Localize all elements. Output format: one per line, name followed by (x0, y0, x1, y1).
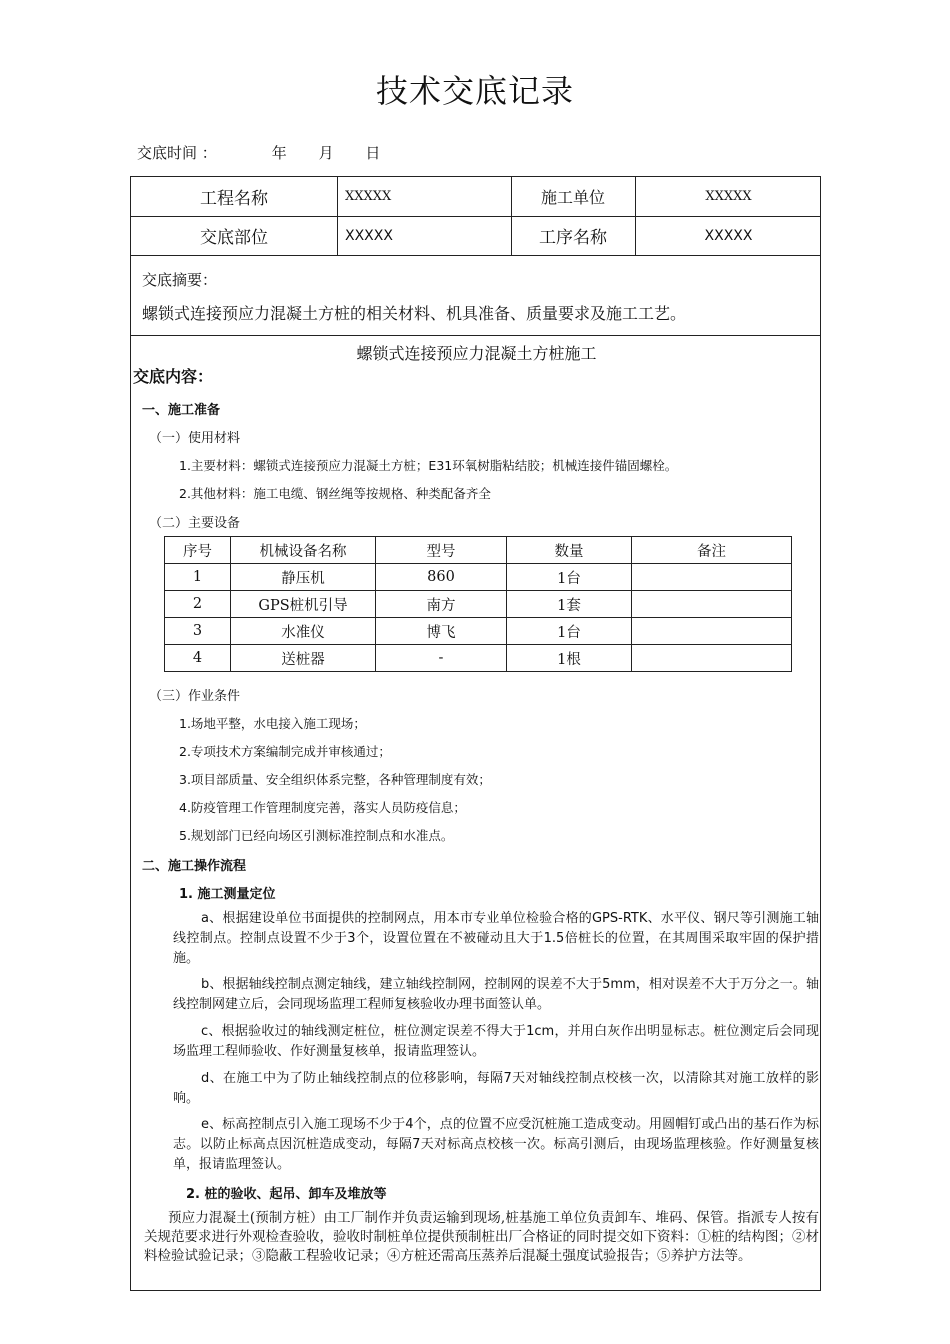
handover-part-value: XXXXX (345, 227, 393, 244)
table-cell (632, 645, 792, 672)
summary-label: 交底摘要： (142, 271, 218, 289)
table-header-cell: 备注 (632, 537, 792, 564)
table-cell: 南方 (376, 591, 507, 618)
table-cell: 1套 (507, 591, 632, 618)
subsection-1-heading: 1. 施工测量定位 (179, 887, 276, 902)
table-cell: 1台 (507, 564, 632, 591)
process-name-value: XXXXX (704, 227, 753, 244)
project-name-value: XXXXX (345, 189, 392, 204)
materials-heading: （一）使用材料 (149, 431, 241, 446)
condition-item-2: 2.专项技术方案编制完成并审核通过； (179, 744, 391, 759)
table-header-cell: 机械设备名称 (231, 537, 376, 564)
table-cell: GPS桩机引导 (231, 591, 376, 618)
paragraph-e: e、标高控制点引入施工现场不少于4个，点的位置不应受沉桩施工造成变动。用圆帽钉或凸出的基石作为标志。以防止标高点因沉桩造成变动，每隔7天对标高点校核一次。标高引测后，由现场监理核验。作好测量复核单，报请监理签认。 (173, 1117, 819, 1172)
table-header-cell: 数量 (507, 537, 632, 564)
paragraph-b: b、根据轴线控制点测定轴线，建立轴线控制网，控制网的误差不大于5mm，相对误差不大于万分之一。轴线控制网建立后，会同现场监理工程师复核验收办理书面签认单。 (173, 977, 819, 1012)
paragraph-a: a、根据建设单位书面提供的控制网点，用本市专业单位检验合格的GPS-RTK、水平仪、钢尺等引测施工轴线控制点。控制点设置不少于3个，设置位置在不被碰动且大于1.5倍桩长的位置，在其周围采取牢固的保护措施。 (173, 911, 819, 966)
table-cell: 2 (165, 591, 231, 618)
summary-text: 螺锁式连接预应力混凝土方桩的相关材料、机具准备、质量要求及施工工艺。 (142, 304, 687, 323)
condition-item-4: 4.防疫管理工作管理制度完善，落实人员防疫信息； (179, 800, 466, 815)
process-name-label: 工序名称 (539, 228, 607, 248)
row-divider (131, 255, 820, 256)
date-month: 月 (318, 144, 334, 162)
table-row (165, 618, 792, 645)
paragraph-c: c、根据验收过的轴线测定桩位，桩位测定误差不得大于1cm，并用白灰作出明显标志。桩位测定后会同现场监理工程师验收、作好测量复核单，报请监理签认。 (173, 1024, 819, 1059)
table-row (165, 645, 792, 672)
materials-item-1: 1.主要材料：螺锁式连接预应力混凝土方桩；E31环氧树脂粘结胶；机械连接件锚固螺栓。 (179, 458, 678, 473)
table-cell: 静压机 (231, 564, 376, 591)
table-cell (632, 564, 792, 591)
table-cell: 水准仪 (231, 618, 376, 645)
table-cell: 1台 (507, 618, 632, 645)
table-cell: 1根 (507, 645, 632, 672)
paragraph-d: d、在施工中为了防止轴线控制点的位移影响，每隔7天对轴线控制点校核一次，以清除其对施工放样的影响。 (173, 1071, 819, 1106)
table-cell: 860 (376, 564, 507, 591)
date-day: 日 (365, 144, 381, 162)
record-form (130, 176, 821, 1291)
page-title: 技术交底记录 (375, 72, 574, 110)
table-cell (632, 591, 792, 618)
condition-item-3: 3.项目部质量、安全组织体系完整，各种管理制度有效； (179, 772, 491, 787)
subsection-2-heading: 2. 桩的验收、起吊、卸车及堆放等 (186, 1187, 387, 1202)
condition-item-5: 5.规划部门已经向场区引测标准控制点和水准点。 (179, 828, 454, 843)
date-label: 交底时间 ： (137, 144, 217, 162)
table-cell: 4 (165, 645, 231, 672)
paragraph-f: 预应力混凝土(预制方桩）由工厂制作并负责运输到现场,桩基施工单位负责卸车、堆码、保管。指派专人按有关规范要求进行外观检查验收，验收时制桩单位提供预制桩出厂合格证的同时提交如下资料：①桩的结构图；②材料检验试验记录；③隐蔽工程验收记录；④方桩还需高压蒸养后混凝土强度试验报告；⑤养护方法等。 (144, 1210, 819, 1264)
table-cell: 1 (165, 564, 231, 591)
project-name-label: 工程名称 (200, 189, 268, 209)
equipment-table (164, 536, 792, 672)
equipment-heading: （二）主要设备 (149, 516, 241, 531)
table-row (165, 591, 792, 618)
table-header-row (165, 537, 792, 564)
table-header-cell: 型号 (376, 537, 507, 564)
handover-part-label: 交底部位 (200, 228, 268, 248)
table-cell: - (376, 645, 507, 672)
table-cell: 送桩器 (231, 645, 376, 672)
table-header-cell: 序号 (165, 537, 231, 564)
table-cell (632, 618, 792, 645)
table-cell: 博飞 (376, 618, 507, 645)
date-row (137, 142, 380, 163)
row-divider (131, 335, 820, 336)
table-row (165, 564, 792, 591)
condition-item-1: 1.场地平整，水电接入施工现场； (179, 716, 366, 731)
date-year: 年 (271, 144, 287, 162)
table-cell: 3 (165, 618, 231, 645)
content-heading: 螺锁式连接预应力混凝土方桩施工 (356, 344, 597, 363)
content-label: 交底内容： (133, 367, 214, 386)
section-2-heading: 二、施工操作流程 (142, 859, 247, 874)
construction-unit-value: XXXXX (705, 189, 752, 204)
materials-item-2: 2.其他材料：施工电缆、钢丝绳等按规格、种类配备齐全 (179, 486, 491, 501)
conditions-heading: （三）作业条件 (149, 689, 241, 704)
construction-unit-label: 施工单位 (540, 188, 605, 207)
section-1-heading: 一、施工准备 (142, 403, 221, 418)
